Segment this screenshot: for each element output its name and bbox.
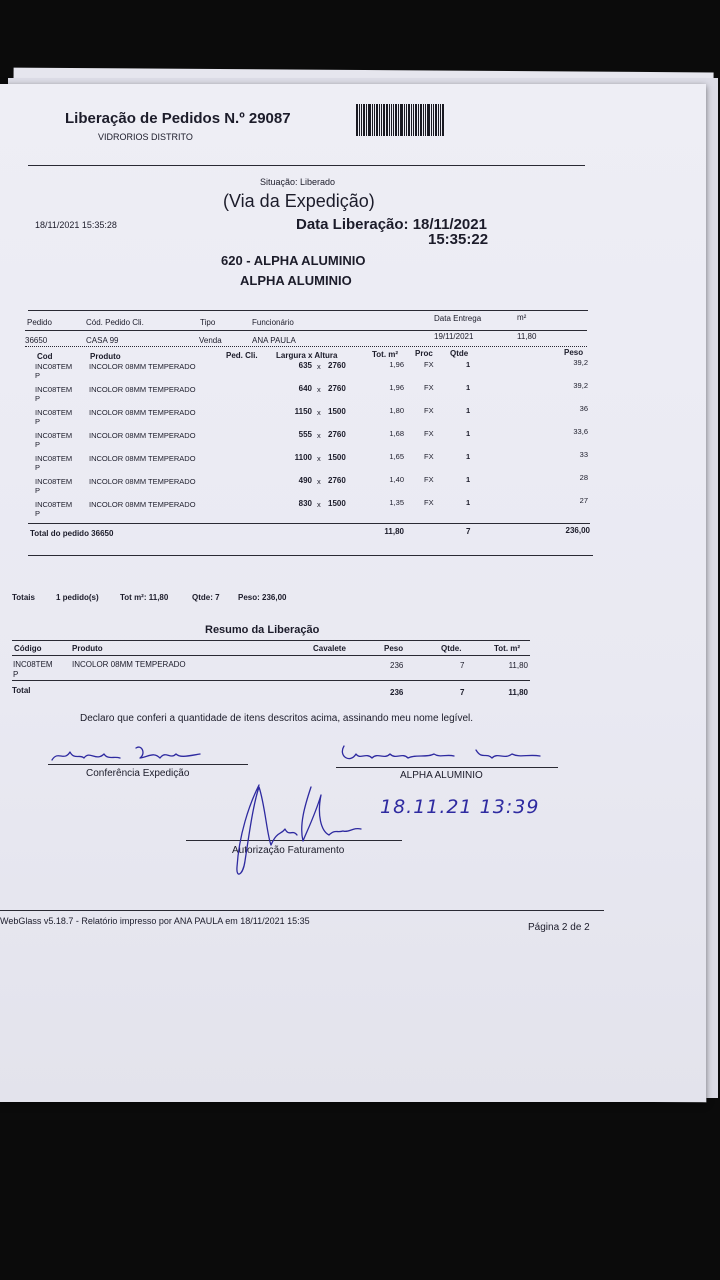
document-title: Liberação de Pedidos N.º 29087 (65, 110, 291, 127)
col-label-cod-cli: Cód. Pedido Cli. (86, 318, 144, 327)
release-date: Data Liberação: 18/11/2021 (296, 216, 487, 233)
item-weight: 36 (579, 404, 588, 413)
item-width: 1100 (294, 453, 312, 462)
situation-text: Situação: Liberado (260, 177, 336, 187)
items-col-cod: Cod (37, 352, 53, 361)
item-weight: 33,6 (573, 427, 588, 436)
barcode (356, 104, 454, 136)
col-label-funcionario: Funcionário (252, 318, 294, 327)
item-product: INCOLOR 08MM TEMPERADO (89, 408, 196, 417)
summary-row-code: INC08TEM (13, 660, 53, 669)
item-product: INCOLOR 08MM TEMPERADO (89, 362, 196, 371)
handwritten-date: 18.11.21 13:39 (380, 796, 540, 818)
item-dim-separator: x (317, 500, 321, 509)
item-qty: 1 (466, 406, 471, 415)
item-proc: FX (424, 475, 434, 484)
item-code-suffix: P (35, 509, 41, 518)
item-m2: 1,65 (389, 452, 404, 461)
col-label-data-entrega: Data Entrega (434, 314, 482, 323)
col-label-m2: m² (517, 313, 527, 322)
items-col-tot: Tot. m² (372, 350, 399, 359)
item-code: INC08TEM (35, 408, 73, 417)
item-qty: 1 (466, 360, 471, 369)
item-weight: 39,2 (573, 381, 588, 390)
order-total-label: Total do pedido 36650 (30, 529, 114, 538)
summary-col-cavalete: Cavalete (313, 644, 346, 653)
totals-label: Totais (12, 593, 35, 602)
item-proc: FX (424, 429, 434, 438)
item-height: 1500 (328, 407, 346, 416)
divider (12, 655, 530, 656)
divider (28, 555, 593, 556)
item-weight: 39,2 (573, 358, 588, 367)
copy-label: (Via da Expedição) (223, 191, 375, 211)
item-m2: 1,40 (389, 475, 404, 484)
item-proc: FX (424, 406, 434, 415)
totals-qtde: Qtde: 7 (192, 593, 220, 602)
order-delivery-date: 19/11/2021 (434, 332, 474, 341)
item-code: INC08TEM (35, 362, 73, 371)
item-width: 490 (298, 476, 312, 485)
summary-total-qty: 7 (460, 688, 465, 697)
items-col-ped-cli: Ped. Cli. (226, 351, 258, 360)
summary-row-code-suffix: P (13, 670, 19, 679)
item-dim-separator: x (317, 362, 321, 371)
item-code-suffix: P (35, 417, 41, 426)
divider (12, 640, 530, 641)
item-width: 1150 (294, 407, 312, 416)
summary-col-qtde: Qtde. (441, 644, 462, 653)
summary-row-product: INCOLOR 08MM TEMPERADO (72, 660, 186, 669)
item-width: 640 (298, 384, 312, 393)
item-m2: 1,68 (389, 429, 404, 438)
summary-row-m2: 11,80 (508, 661, 528, 670)
declaration-text: Declaro que conferi a quantidade de itens descritos acima, assinando meu nome legível. (80, 713, 474, 724)
item-dim-separator: x (317, 408, 321, 417)
items-col-peso: Peso (564, 348, 584, 357)
company-name: VIDRORIOS DISTRITO (98, 132, 193, 142)
divider (0, 910, 604, 911)
signature-client (336, 742, 546, 768)
item-code-suffix: P (35, 486, 41, 495)
item-proc: FX (424, 383, 434, 392)
item-qty: 1 (466, 452, 471, 461)
item-code: INC08TEM (35, 431, 73, 440)
footer-print-info: WebGlass v5.18.7 - Relatório impresso por ANA PAULA em 18/11/2021 15:35 (0, 916, 310, 926)
item-m2: 1,35 (389, 498, 404, 507)
item-height: 1500 (328, 453, 346, 462)
item-product: INCOLOR 08MM TEMPERADO (89, 500, 196, 509)
summary-col-peso: Peso (384, 644, 404, 653)
col-label-tipo: Tipo (200, 318, 216, 327)
conferencia-label: Conferência Expedição (86, 768, 190, 779)
item-m2: 1,96 (389, 383, 404, 392)
summary-row-weight: 236 (390, 661, 404, 670)
item-m2: 1,96 (389, 360, 404, 369)
item-qty: 1 (466, 498, 471, 507)
signature-conferencia (50, 742, 220, 768)
item-height: 2760 (328, 476, 346, 485)
divider (25, 346, 587, 347)
item-code-suffix: P (35, 394, 41, 403)
item-product: INCOLOR 08MM TEMPERADO (89, 431, 196, 440)
divider (28, 165, 585, 166)
divider (12, 680, 530, 681)
item-product: INCOLOR 08MM TEMPERADO (89, 385, 196, 394)
item-height: 2760 (328, 430, 346, 439)
col-label-pedido: Pedido (27, 318, 52, 327)
item-width: 555 (298, 430, 312, 439)
item-height: 1500 (328, 499, 346, 508)
autorizacao-label: Autorização Faturamento (232, 845, 345, 856)
item-code: INC08TEM (35, 477, 73, 486)
items-col-produto: Produto (90, 352, 121, 361)
release-time: 15:35:22 (428, 231, 489, 248)
divider (28, 523, 590, 524)
item-proc: FX (424, 360, 434, 369)
item-code: INC08TEM (35, 385, 73, 394)
item-qty: 1 (466, 429, 471, 438)
order-client-code: CASA 99 (86, 336, 119, 345)
summary-total-label: Total (12, 686, 31, 695)
item-weight: 27 (579, 496, 588, 505)
client-name: ALPHA ALUMINIO (240, 273, 352, 288)
item-qty: 1 (466, 475, 471, 484)
client-signature-label: ALPHA ALUMINIO (400, 770, 483, 781)
client-code-name: 620 - ALPHA ALUMINIO (221, 253, 366, 268)
item-product: INCOLOR 08MM TEMPERADO (89, 454, 196, 463)
summary-col-produto: Produto (72, 644, 103, 653)
item-code-suffix: P (35, 371, 41, 380)
document-page (0, 84, 706, 1102)
totals-pedidos: 1 pedido(s) (56, 593, 99, 602)
printed-datetime: 18/11/2021 15:35:28 (35, 220, 117, 230)
item-width: 635 (298, 361, 312, 370)
items-col-proc: Proc (415, 349, 433, 358)
order-total-qtde: 7 (466, 527, 471, 536)
item-code-suffix: P (35, 440, 41, 449)
item-height: 2760 (328, 384, 346, 393)
items-col-qtde: Qtde (450, 349, 469, 358)
item-proc: FX (424, 452, 434, 461)
item-width: 830 (298, 499, 312, 508)
item-m2: 1,80 (389, 406, 404, 415)
item-dim-separator: x (317, 477, 321, 486)
item-product: INCOLOR 08MM TEMPERADO (89, 477, 196, 486)
item-weight: 28 (579, 473, 588, 482)
item-qty: 1 (466, 383, 471, 392)
summary-col-codigo: Código (14, 644, 42, 653)
order-m2: 11,80 (517, 332, 537, 341)
item-weight: 33 (579, 450, 588, 459)
summary-total-m2: 11,80 (508, 688, 528, 697)
summary-title: Resumo da Liberação (205, 624, 320, 636)
item-dim-separator: x (317, 431, 321, 440)
item-height: 2760 (328, 361, 346, 370)
order-employee: ANA PAULA (252, 336, 296, 345)
order-number: 36650 (25, 336, 48, 345)
order-type: Venda (199, 336, 222, 345)
divider (25, 330, 587, 331)
divider (28, 310, 588, 311)
summary-row-qty: 7 (460, 661, 465, 670)
totals-m2: Tot m²: 11,80 (120, 593, 169, 602)
order-total-m2: 11,80 (384, 527, 404, 536)
item-proc: FX (424, 498, 434, 507)
item-code: INC08TEM (35, 454, 73, 463)
summary-total-weight: 236 (390, 688, 404, 697)
summary-col-tot: Tot. m² (494, 644, 521, 653)
item-code: INC08TEM (35, 500, 73, 509)
items-col-dims: Largura x Altura (276, 351, 338, 360)
item-code-suffix: P (35, 463, 41, 472)
signature-autorizacao (225, 775, 375, 883)
item-dim-separator: x (317, 454, 321, 463)
order-total-peso: 236,00 (565, 526, 590, 535)
totals-peso: Peso: 236,00 (238, 593, 287, 602)
item-dim-separator: x (317, 385, 321, 394)
page-number: Página 2 de 2 (528, 922, 590, 933)
